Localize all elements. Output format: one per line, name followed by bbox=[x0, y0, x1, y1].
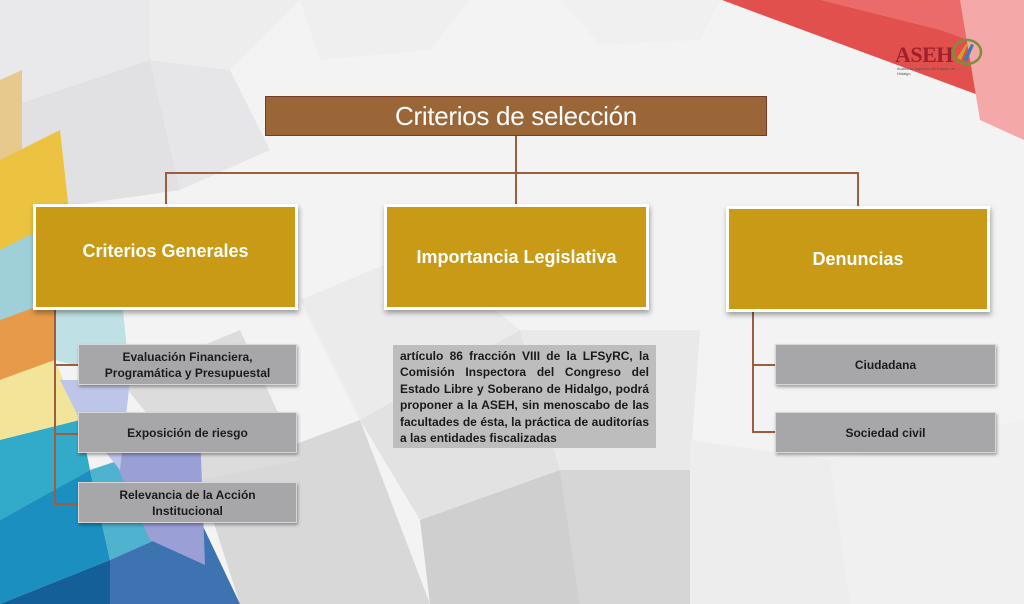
connector-complaint-2 bbox=[752, 431, 776, 433]
category-denuncias: Denuncias bbox=[726, 206, 990, 312]
category-importancia-legislativa: Importancia Legislativa bbox=[384, 204, 649, 310]
diagram-title: Criterios de selección bbox=[265, 96, 767, 136]
general-item-evaluacion: Evaluación Financiera, Programática y Presupuestal bbox=[78, 344, 297, 385]
connector-right-down bbox=[857, 172, 859, 208]
category-criterios-generales: Criterios Generales bbox=[33, 204, 298, 310]
complaint-item-ciudadana: Ciudadana bbox=[775, 344, 996, 385]
connector-left-down bbox=[165, 172, 167, 206]
connector-title-down bbox=[515, 136, 517, 174]
connector-mid-down bbox=[515, 172, 517, 206]
general-item-exposicion: Exposición de riesgo bbox=[78, 412, 297, 453]
connector-general-1 bbox=[54, 364, 78, 366]
aseh-logo bbox=[893, 38, 993, 80]
logo-name: ASEH bbox=[895, 42, 953, 67]
general-item-relevancia: Relevancia de la Acción Institucional bbox=[78, 482, 297, 523]
connector-general-trunk bbox=[54, 308, 56, 505]
legislative-description: artículo 86 fracción VIII de la LFSyRC, la Comisión Inspectora del Congreso del Estado Libre y Soberano de Hidalgo, podrá proponer a la ASEH, sin menoscabo de las facultades de ésta, la práctica de auditorías a las entidades fiscalizadas bbox=[393, 345, 656, 448]
connector-general-3 bbox=[54, 503, 78, 505]
connector-complaint-1 bbox=[752, 364, 776, 366]
connector-general-2 bbox=[54, 433, 78, 435]
connector-horizontal bbox=[165, 172, 859, 174]
logo-subtitle: Auditoría Superior del Estado de Hidalgo bbox=[897, 66, 955, 76]
connector-complaint-trunk bbox=[752, 311, 754, 433]
book-emblem-icon bbox=[949, 38, 983, 68]
complaint-item-sociedad-civil: Sociedad civil bbox=[775, 412, 996, 453]
